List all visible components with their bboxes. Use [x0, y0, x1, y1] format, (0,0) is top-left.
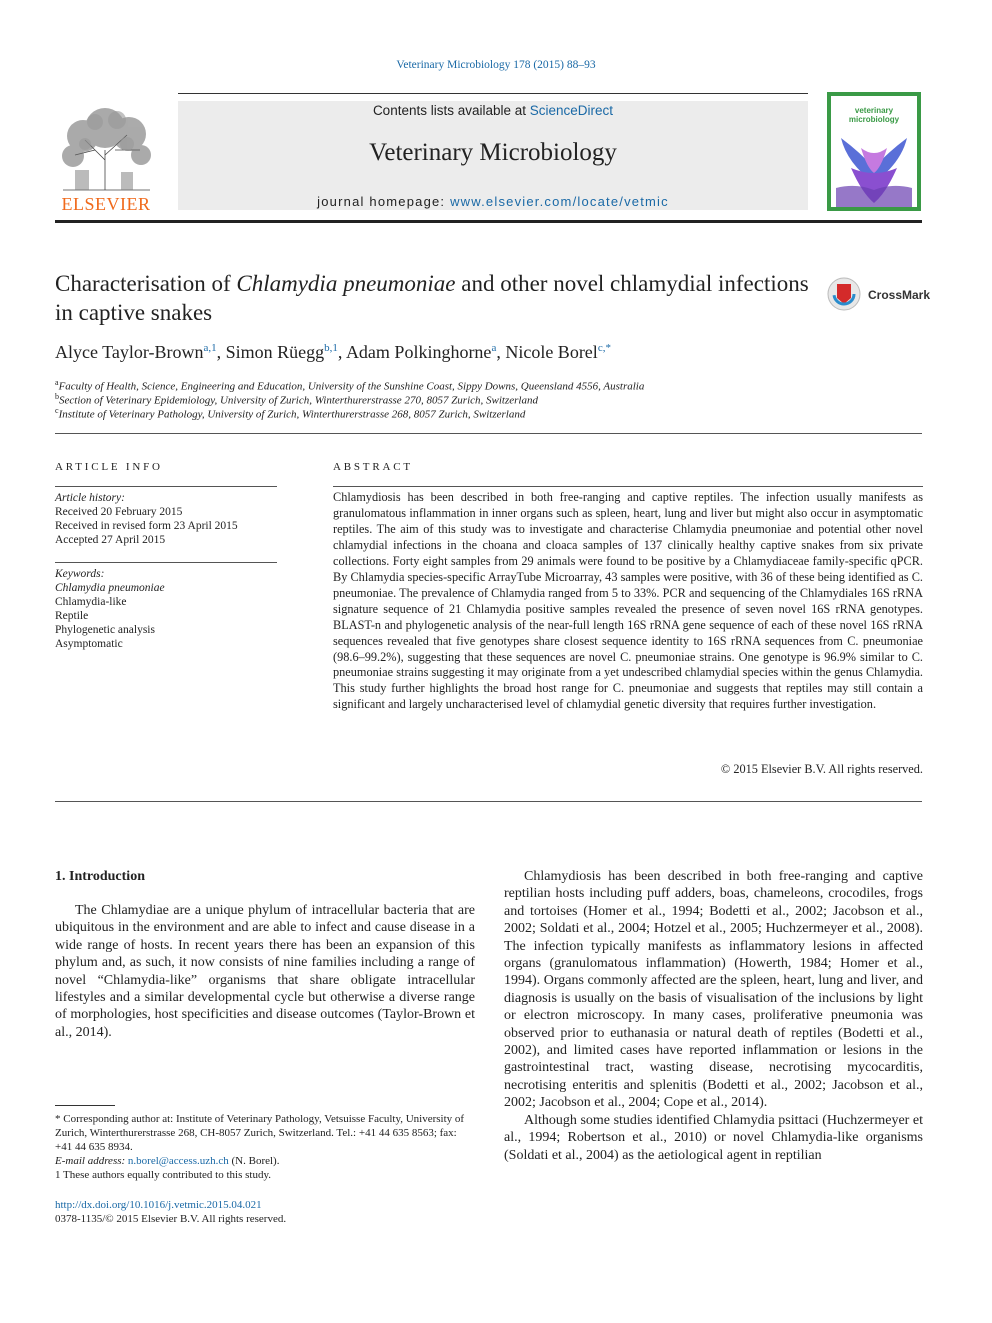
affiliation-divider	[55, 433, 922, 434]
title-species: Chlamydia pneumoniae	[236, 271, 456, 296]
affiliation	[55, 404, 815, 422]
author-name[interactable]: Alyce Taylor-Brown	[55, 342, 204, 362]
affiliation-text: Section of Veterinary Epidemiology, University of Zurich, Winterthurerstrasse 270, 8057 Zurich, Switzerland	[59, 394, 538, 407]
keyword: Asymptomatic	[55, 638, 123, 650]
journal-name: Veterinary Microbiology	[369, 139, 617, 166]
affiliation-sup: c	[55, 406, 59, 415]
footnote-email	[55, 1154, 475, 1168]
crossmark-label: CrossMark	[868, 288, 931, 302]
article-history	[55, 491, 277, 547]
journal-masthead	[178, 101, 808, 210]
section-heading-introduction: 1. Introduction	[55, 869, 145, 884]
history-received: Received 20 February 2015	[55, 506, 183, 518]
history-revised: Received in revised form 23 April 2015	[55, 520, 238, 532]
body-column-right	[504, 868, 923, 1164]
abstract-rule	[333, 486, 923, 487]
elsevier-wordmark: ELSEVIER	[61, 194, 151, 214]
keywords-label: Keywords:	[55, 568, 105, 580]
abstract-heading: ABSTRACT	[333, 461, 413, 473]
article-info-rule	[55, 486, 277, 487]
author-name[interactable]: Adam Polkinghorne	[345, 342, 492, 362]
affiliation-sup: a	[55, 378, 59, 387]
homepage-link[interactable]: www.elsevier.com/locate/vetmic	[450, 194, 669, 209]
doi-link[interactable]: http://dx.doi.org/10.1016/j.vetmic.2015.04.021	[55, 1199, 262, 1211]
paragraph: Chlamydiosis has been described in both free-ranging and captive reptilian hosts including puff adders, boas, chameleons, crocodiles, frogs and tortoises (Homer et al., 1994; Bodetti et al., 2002; Jacobson et al., 2002; Soldati et al., 2004; Hotzel et al., 2005; Huchzermeyer et al., 2008). The infection typically manifests as inflammatory lesions in affected organs (granulomatous inflammation) (Howerth, 1984; Homer et al., 1994). Organs commonly affected are the spleen, heart, lung and liver, and diagnosis is usually on the basis of visualisation of the inclusions by light or electron microscopy. In many cases, proliferative pneumonia was observed prior to euthanasia or natural death of reptiles (Bodetti et al., 2002), and limited cases have reported inflammation or lesions in the gastrointestinal tract, wasting disease, necrotising mycocarditis, necrotising enteritis and splenitis (Bodetti et al., 2002; Jacobson et al., 2002; Jacobson et al., 2004; Cope et al., 2014).	[504, 869, 923, 1111]
contents-line	[178, 103, 808, 118]
abstract-copyright: © 2015 Elsevier B.V. All rights reserved.	[720, 762, 923, 776]
cover-artwork	[831, 128, 917, 207]
keywords-rule	[55, 562, 277, 563]
footnote-corresponding: * Corresponding author at: Institute of Veterinary Pathology, Vetsuisse Faculty, University of Zurich, Winterthurerstrasse 268, CH-8057 Zurich, Switzerland. Tel.: +41 44 635 8563; fax: +41 44 635 8934.	[55, 1113, 465, 1153]
homepage-line	[178, 194, 808, 209]
email-link[interactable]: n.borel@access.uzh.ch	[127, 1155, 229, 1167]
journal-citation[interactable]: Veterinary Microbiology 178 (2015) 88–93	[396, 59, 596, 71]
issn-line: 0378-1135/© 2015 Elsevier B.V. All rights reserved.	[55, 1213, 287, 1225]
body-column-left	[55, 902, 475, 1041]
footnote-equal-contribution: 1 These authors equally contributed to this study.	[55, 1169, 271, 1181]
crossmark-badge[interactable]	[826, 276, 931, 312]
email-label: E-mail address:	[55, 1155, 128, 1167]
keyword: Chlamydia pneumoniae	[55, 582, 165, 594]
homepage-prefix: journal homepage:	[317, 194, 451, 209]
author-list: Alyce Taylor-Brown$^{a,1}$, Simon Rüegg$^{b,1}$, Adam Polkinghorne$^a$, Nicole Borel$^{c,*}$	[55, 342, 611, 362]
email-suffix: (N. Borel).	[228, 1155, 280, 1167]
header-divider	[55, 220, 922, 223]
affiliation-text: Faculty of Health, Science, Engineering and Education, University of the Sunshine Coast, Sippy Downs, Queensland 4556, Australia	[58, 380, 645, 393]
crossmark-icon	[826, 276, 862, 312]
paragraph: The Chlamydiae are a unique phylum of intracellular bacteria that are ubiquitous in the environment and are able to infect and cause disease in a wide range of hosts. In recent years there has been an expansion of this phylum and, as such, it now consists of nine families including a range of novel “Chlamydia-like” organisms that share obligate intracellular lifestyles and a similar developmental cycle but otherwise a diverse range of morphologies, host specificities and disease outcomes (Taylor-Brown et al., 2014).	[55, 903, 475, 1040]
affiliation-sup: b	[55, 392, 59, 401]
contents-prefix: Contents lists available at	[372, 103, 530, 118]
history-label: Article history:	[55, 492, 125, 504]
author-name[interactable]: Simon Rüegg	[225, 342, 325, 362]
author-affil-sup[interactable]: c,*	[597, 342, 611, 354]
article-info-heading: ARTICLE INFO	[55, 461, 163, 473]
title-part2: and other novel chlamydial infections in captive snakes	[55, 271, 809, 325]
title-part1: Characterisation of	[55, 271, 237, 296]
article-title	[55, 269, 815, 327]
keyword: Chlamydia-like	[55, 596, 127, 608]
author-affil-sup[interactable]: b,1	[324, 342, 338, 354]
history-accepted: Accepted 27 April 2015	[55, 534, 166, 546]
keyword: Phylogenetic analysis	[55, 624, 155, 636]
keywords-block	[55, 567, 277, 651]
abstract-text: Chlamydiosis has been described in both free-ranging and captive reptiles. The infection usually manifests as granulomatous inflammation in inner organs such as spleen, heart, lung and liver but might also occur in asymptomatic reptiles. The aim of this study was to investigate and characterise Chlamydia pneumoniae and potential other novel chlamydial infections in the choana and cloaca samples of 137 clinically healthy captive snakes from six private collections. Forty eight samples from 29 animals were found to be positive by a Chlamydiaceae family-specific qPCR. By Chlamydia species-specific ArrayTube Microarray, 43 samples were positive, with 36 of these being identified as C. pneumoniae. The prevalence of Chlamydia ranged from 5 to 33%. PCR and sequencing of the Chlamydiales 16S rRNA signature sequence of 21 Chlamydia positive samples revealed the presence of seven novel 16S rRNA genotypes. BLAST-n and phylogenetic analysis of the near-full length 16S rRNA gene sequence of each of these novel 16S rRNA sequences revealed that five genotypes share closest sequence identity to 16S rRNA sequences from C. pneumoniae (98.6–99.2%), suggesting that these sequences are novel C. pneumoniae strains. One genotype is 96.9% similar to C. pneumoniae strains suggesting it may originate from a yet undescribed chlamydial species within the genus Chlamydia. This study further highlights the broad host range for C. pneumoniae and suggests that reptiles may still contain a significant and largely uncharacterised level of chlamydial genetic diversity that requires further investigation.	[333, 490, 923, 712]
affiliation-text: Institute of Veterinary Pathology, University of Zurich, Winterthurerstrasse 268, 8057 Zurich, Switzerland	[58, 408, 526, 421]
paragraph: Although some studies identified Chlamydia psittaci (Huchzermeyer et al., 1994; Robertson et al., 2010) or novel Chlamydia-like organisms (Soldati et al., 2004) as the aetiological agent in reptilian	[504, 1112, 923, 1163]
author-affil-sup[interactable]: a	[491, 342, 497, 354]
journal-cover-thumbnail[interactable]	[827, 92, 921, 211]
cover-title: veterinary microbiology	[848, 106, 900, 124]
abstract-divider	[55, 801, 922, 802]
footnote-rule	[55, 1105, 115, 1106]
author-name[interactable]: Nicole Borel	[505, 342, 598, 362]
header-rule	[178, 93, 808, 94]
sciencedirect-link[interactable]: ScienceDirect	[529, 103, 614, 118]
keyword: Reptile	[55, 610, 89, 622]
author-affil-sup[interactable]: a,1	[203, 342, 217, 354]
